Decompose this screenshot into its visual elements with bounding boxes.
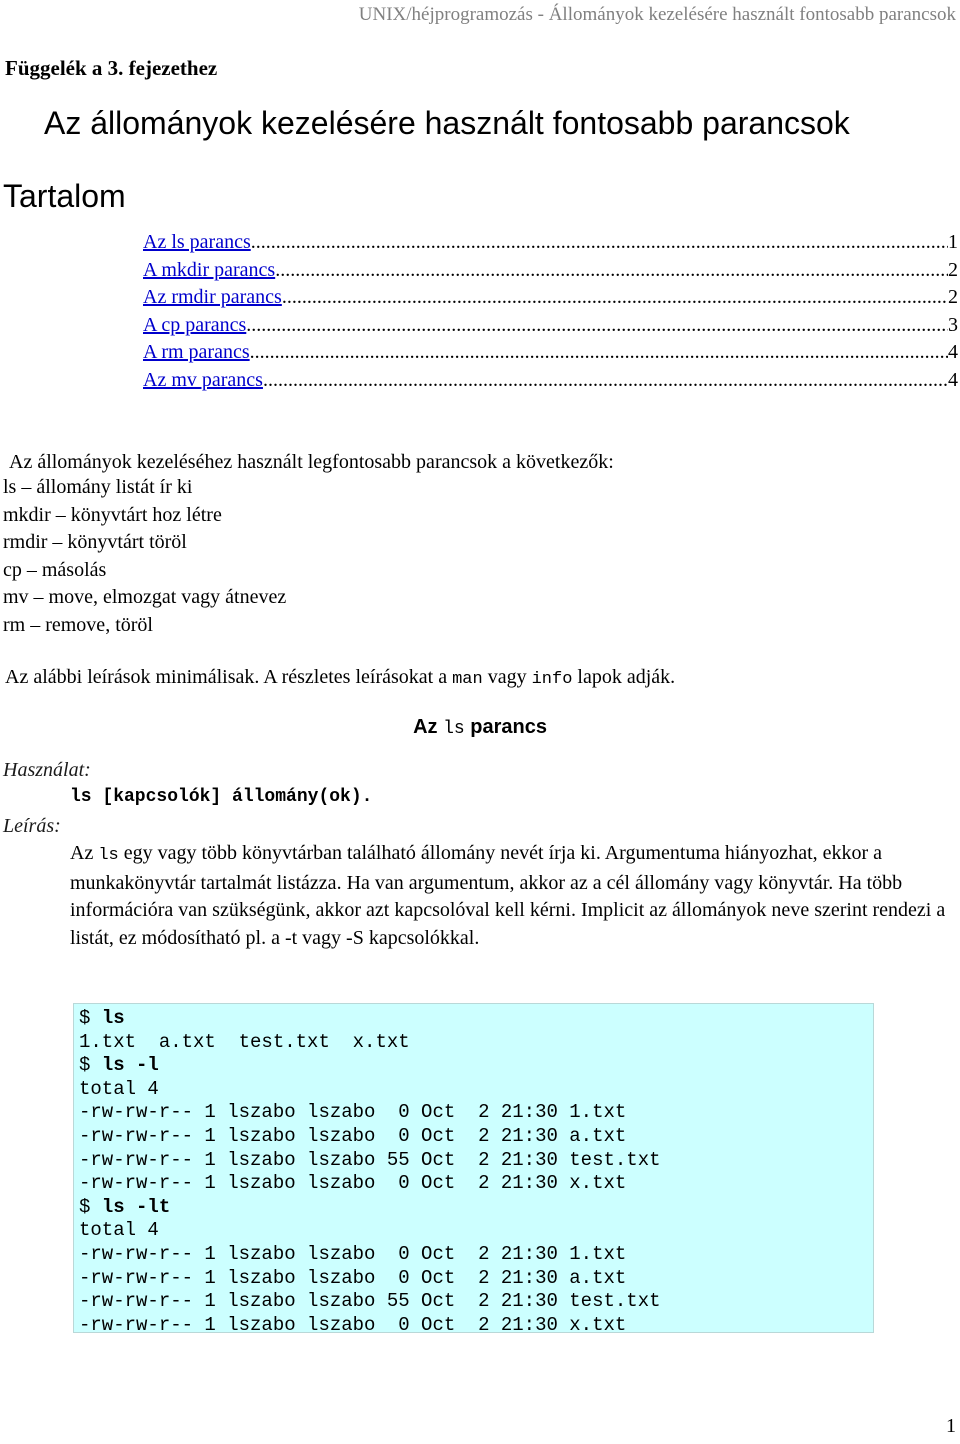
terminal-output: -rw-rw-r-- 1 lszabo lszabo 55 Oct 2 21:30 test.txt	[79, 1290, 661, 1313]
terminal-output: total 4	[79, 1077, 159, 1100]
toc-entry[interactable]	[143, 312, 958, 340]
terminal-output-line	[79, 1078, 873, 1102]
page-title: Az állományok kezelésére használt fontosabb parancsok	[44, 105, 850, 141]
description-body: egy vagy több könyvtárban található állomány nevét írja ki. Argumentuma hiányozhat, ekkor a munkakönyvtár tartalmát listázza. Ha van argumentum, akkor az a cél állomány vagy könyvtár. Ha több információra van szükségünk, akkor azt kapcsolóval kell kérni. Implicit az állományok neve szerint rendezi a listát, ez módosítható pl. a -t vagy -S kapcsolókkal.	[70, 842, 946, 949]
terminal-output-line	[79, 1125, 873, 1149]
toc-link-rmdir[interactable]: Az rmdir parancs	[143, 286, 282, 308]
description-prefix: Az	[70, 842, 99, 864]
toc-entry[interactable]	[143, 229, 958, 257]
terminal-output: -rw-rw-r-- 1 lszabo lszabo 0 Oct 2 21:30 1.txt	[79, 1242, 627, 1265]
command-list	[3, 474, 286, 639]
toc-leader	[282, 284, 948, 312]
terminal-command: ls -l	[101, 1054, 159, 1077]
toc-leader	[250, 339, 948, 367]
terminal-output-line	[79, 1031, 873, 1055]
description-text	[70, 840, 950, 952]
description-code: ls	[98, 846, 119, 865]
terminal-prompt: $	[79, 1054, 102, 1077]
section-heading-suffix: parancs	[464, 716, 547, 738]
code-man: man	[452, 670, 483, 689]
terminal-output: -rw-rw-r-- 1 lszabo lszabo 0 Oct 2 21:30 x.txt	[79, 1172, 627, 1195]
terminal-output-line	[79, 1149, 873, 1173]
description-label: Leírás:	[3, 815, 61, 837]
toc-entry[interactable]	[143, 257, 958, 285]
terminal-output-line	[79, 1267, 873, 1291]
toc-link-rm[interactable]: A rm parancs	[143, 341, 250, 363]
toc-leader	[263, 367, 948, 395]
terminal-prompt: $	[79, 1007, 102, 1029]
usage-syntax: ls [kapcsolók] állomány(ok).	[70, 787, 373, 807]
appendix-label: Függelék a 3. fejezethez	[5, 56, 218, 80]
table-of-contents	[143, 229, 958, 394]
command-item: mkdir – könyvtárt hoz létre	[3, 503, 222, 526]
terminal-output-line	[79, 1314, 873, 1338]
toc-leader	[246, 312, 948, 340]
toc-entry[interactable]	[143, 367, 958, 395]
toc-page-number: 4	[948, 368, 958, 391]
terminal-output-line	[79, 1290, 873, 1314]
terminal-command: ls -lt	[101, 1195, 171, 1218]
terminal-command-line	[79, 1196, 873, 1220]
terminal-output-line	[79, 1101, 873, 1125]
terminal-output-line	[79, 1219, 873, 1243]
command-item: ls – állomány listát ír ki	[3, 476, 193, 498]
command-item: cp – másolás	[3, 558, 107, 581]
toc-link-mv[interactable]: Az mv parancs	[143, 368, 263, 391]
terminal-command: ls	[101, 1007, 125, 1029]
command-item: rm – remove, töröl	[3, 613, 153, 636]
running-header: UNIX/héjprogramozás - Állományok kezelésére használt fontosabb parancsok	[358, 4, 956, 25]
usage-label: Használat:	[3, 759, 91, 781]
terminal-output: -rw-rw-r-- 1 lszabo lszabo 0 Oct 2 21:30 a.txt	[79, 1266, 627, 1289]
toc-page-number: 1	[948, 231, 958, 253]
toc-leader	[251, 229, 948, 257]
toc-link-cp[interactable]: A cp parancs	[143, 313, 247, 336]
section-heading	[0, 716, 960, 739]
toc-entry[interactable]	[143, 339, 958, 367]
intro-paragraph: Az állományok kezeléséhez használt legfontosabb parancsok a következők:	[9, 451, 614, 473]
terminal-output: 1.txt a.txt test.txt x.txt	[79, 1030, 410, 1053]
terminal-output: total 4	[79, 1219, 159, 1242]
page-number: 1	[946, 1415, 956, 1437]
toc-page-number: 4	[948, 341, 958, 363]
terminal-output: -rw-rw-r-- 1 lszabo lszabo 0 Oct 2 21:30 1.txt	[79, 1101, 627, 1124]
command-item: mv – move, elmozgat vagy átnevez	[3, 586, 287, 608]
toc-page-number: 2	[948, 258, 958, 281]
terminal-command-line	[79, 1007, 873, 1031]
command-item: rmdir – könyvtárt töröl	[3, 531, 187, 553]
terminal-output: -rw-rw-r-- 1 lszabo lszabo 0 Oct 2 21:30 a.txt	[79, 1124, 627, 1147]
note-text: Az alábbi leírások minimálisak. A részletes leírásokat a	[5, 666, 453, 688]
code-info: info	[531, 670, 573, 689]
toc-page-number: 3	[948, 313, 958, 336]
toc-link-mkdir[interactable]: A mkdir parancs	[143, 258, 276, 281]
note-text: vagy	[482, 666, 532, 688]
note-text: lapok adják.	[572, 666, 676, 688]
toc-leader	[275, 257, 948, 285]
terminal-output-line	[79, 1243, 873, 1267]
toc-entry[interactable]	[143, 284, 958, 312]
note-paragraph	[5, 666, 675, 689]
terminal-output: -rw-rw-r-- 1 lszabo lszabo 55 Oct 2 21:30 test.txt	[79, 1148, 661, 1171]
toc-heading: Tartalom	[3, 178, 126, 214]
terminal-command-line	[79, 1054, 873, 1078]
toc-page-number: 2	[948, 286, 958, 308]
section-heading-prefix: Az	[413, 716, 444, 738]
terminal-prompt: $	[79, 1195, 102, 1218]
terminal-output-line	[79, 1172, 873, 1196]
toc-link-ls[interactable]: Az ls parancs	[143, 231, 251, 253]
terminal-example	[73, 1003, 874, 1336]
terminal-output: -rw-rw-r-- 1 lszabo lszabo 0 Oct 2 21:30 x.txt	[79, 1313, 627, 1336]
section-heading-code: ls	[443, 719, 465, 739]
